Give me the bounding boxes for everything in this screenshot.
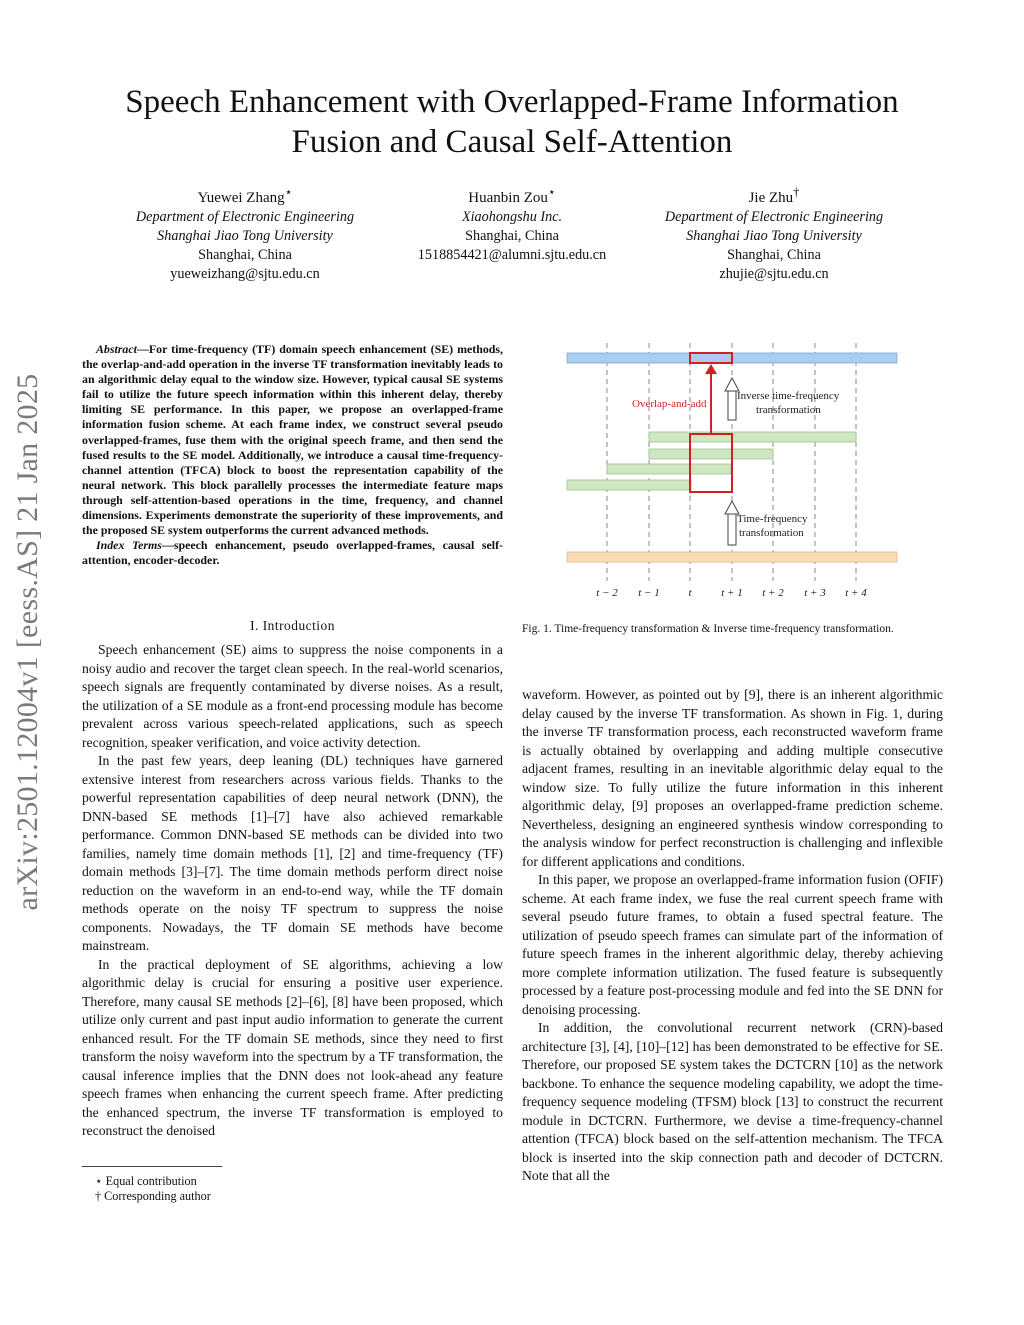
overlap-highlight-box	[690, 434, 732, 492]
overlap-label: Overlap-and-add	[632, 398, 707, 410]
abstract-text: —For time-frequency (TF) domain speech enhancement (SE) methods, the overlap-and-add operation in the inverse TF transformation inevitably leads to an algorithmic delay equal to the window size. However, typical causal SE systems fail to utilize the future speech information within this inherent delay, thereby limiting SE performance. In this paper, we propose an overlapped-frame information fusion scheme. At each frame index, we construct several pseudo overlapped-frames, fuse them with the original speech frame, and then send the fused results to the SE model. Additionally, we introduce a causal time-frequency-channel attention (TFCA) block to boost the representation capability of the neural network. This block parallelly processes the intermediate feature maps through self-attention-based operations in the time, frequency, and channel dimensions. Experiments demonstrate the superiority of these improvements, and the proposed SE system outperforms the current advanced methods.	[82, 342, 503, 538]
author-city: Shanghai, China	[198, 247, 292, 263]
arxiv-identifier: arXiv:2501.12004v1 [eess.AS] 21 Jan 2025	[11, 373, 44, 911]
author-mark: ⋆	[284, 185, 293, 199]
author-org: Shanghai Jiao Tong University	[686, 228, 862, 244]
author-city: Shanghai, China	[727, 247, 821, 263]
time-axis-ticks	[596, 587, 867, 599]
figure-caption: Fig. 1. Time-frequency transformation & Inverse time-frequency transformation.	[522, 623, 894, 635]
frame-bar	[649, 449, 773, 459]
paragraph: In addition, the convolutional recurrent network (CRN)-based architecture [3], [4], [10]–[12] has been demonstrated to be effective for SE. Therefore, our proposed SE system takes the DCTCRN [10] as the network backbone. To enhance the sequence modeling capability, we adopt the time-frequency sequence modeling (TFSM) block [13] to construct the recurrent module in DCTCRN. Furthermore, we devise a time-frequency-channel attention (TFCA) block based on the self-attention mechanism. The TFCA block is inserted into the skip connection path and decoder of DCTCRN. Note that all the	[522, 1020, 943, 1183]
frame-bar	[649, 432, 856, 442]
index-terms-text: —speech enhancement, pseudo overlapped-frames, causal self-attention, encoder-decoder.	[82, 538, 503, 568]
tick-label: t − 2	[596, 587, 618, 599]
itf-label-line1: Inverse time-frequency	[737, 390, 840, 402]
abstract-label: Abstract	[96, 342, 137, 356]
author-email: zhujie@sjtu.edu.cn	[719, 266, 829, 282]
footnotes	[95, 1174, 211, 1204]
tick-label: t + 3	[804, 587, 826, 599]
author-email: 1518854421@alumni.sjtu.edu.cn	[417, 247, 607, 263]
author-mark: ⋆	[547, 185, 556, 199]
paragraph: waveform. However, as pointed out by [9], there is an inherent algorithmic delay caused by the inverse TF transformation. As shown in Fig. 1, during the inverse TF transformation process, each reconstructed waveform frame is actually obtained by overlapping and adding multiple consecutive adjacent frames, resulting in an inevitable algorithmic delay equal to the window size. To fully utilize the future information in this inherent algorithmic delay, [9] proposes an overlapped-frame prediction scheme. Nevertheless, designing an engineered synthesis window corresponding to the analysis window for perfect reconstruction is challenging and inflexible for different applications and conditions.	[522, 687, 943, 869]
paragraph: In the past few years, deep leaning (DL) techniques have garnered extensive interest from researchers across various fields. Thanks to the powerful representation capabilities of deep neural network (DNN), the DNN-based SE methods [1]–[7] have also achieved remarkable performance. Common DNN-based SE methods can be divided into two families, namely time domain methods [1], [2] and time-frequency (TF) domain methods [3]–[7]. The time domain methods perform direct noise reduction on the waveform in an end-to-end way, while the TF domain methods operate on the noisy TF spectrum to suppress the noise components. Nowadays, the TF domain SE methods have become mainstream.	[82, 753, 503, 953]
figure-1	[560, 338, 905, 608]
author-dept: Department of Electronic Engineering	[135, 209, 355, 225]
left-column-text	[82, 641, 503, 1141]
author-name: Jie Zhu	[748, 190, 794, 206]
footnote: † Corresponding author	[95, 1189, 211, 1203]
tick-label: t	[688, 587, 692, 599]
paper-title	[80, 82, 944, 162]
tf-arrow	[728, 514, 736, 545]
section-heading: I. Introduction	[250, 618, 335, 633]
title-line-1: Speech Enhancement with Overlapped-Frame Information	[125, 84, 899, 120]
author-org: Shanghai, China	[465, 228, 559, 244]
author-dept: Department of Electronic Engineering	[664, 209, 884, 225]
author-block-1	[95, 183, 395, 284]
tick-label: t + 1	[721, 587, 743, 599]
author-block-2	[362, 183, 662, 265]
tf-label-line1: Time-frequency	[737, 513, 808, 525]
footnote-rule	[82, 1166, 222, 1167]
right-column-text	[522, 686, 943, 1186]
itf-arrow	[728, 391, 736, 420]
frame-bar	[607, 464, 731, 474]
footnote: ⋆ Equal contribution	[95, 1174, 197, 1188]
author-block-3	[624, 183, 924, 284]
itf-label-line2: transformation	[756, 404, 821, 416]
author-org: Shanghai Jiao Tong University	[157, 228, 333, 244]
paragraph: In the practical deployment of SE algorithms, achieving a low algorithmic delay is crucial for ensuring a positive user experience. Therefore, many causal SE methods [2]–[6], [8] have been proposed, which utilize only current and past input audio information to generate the current enhanced result. For the TF domain SE methods, since they need to first transform the noisy waveform into the spectrum by a TF transformation, the causal inference implies that the DNN does not look-ahead any feature speech frames when enhancing the current speech frame. After predicting the enhanced spectrum, the inverse TF transformation is employed to reconstruct the denoised	[82, 956, 503, 1138]
author-mark: †	[793, 185, 800, 199]
paragraph: In this paper, we propose an overlapped-frame information fusion (OFIF) scheme. At each frame index, we fuse the real current speech frame with several pseudo future frames, to obtain a fused spectral feature. The utilization of pseudo speech frames can simulate part of the information of future speech frames in the inherent algorithmic delay, thereby achieving more complete information utilization. The fused feature is subsequently processed by a feature post-processing module and fed into the SE DNN for denoising processing.	[522, 872, 943, 1017]
tick-label: t + 2	[762, 587, 784, 599]
tick-label: t − 1	[638, 587, 660, 599]
waveform-input-bar	[567, 552, 897, 562]
author-name: Yuewei Zhang	[197, 190, 285, 206]
tick-label: t + 4	[845, 587, 867, 599]
abstract	[82, 342, 503, 568]
title-line-2: Fusion and Causal Self-Attention	[291, 124, 733, 160]
overlap-arrowhead	[705, 364, 717, 374]
frame-bar	[567, 480, 691, 490]
tf-label-line2: transformation	[739, 527, 804, 539]
index-terms-label: Index Terms	[96, 538, 162, 553]
author-dept: Xiaohongshu Inc.	[461, 209, 563, 225]
author-email: yueweizhang@sjtu.edu.cn	[170, 266, 320, 282]
author-name: Huanbin Zou	[468, 190, 548, 206]
paragraph: Speech enhancement (SE) aims to suppress the noise components in a noisy audio and recover the target clean speech. In the real-world scenarios, speech signals are frequently contaminated by diverse noises. As a result, the utilization of a SE module as a front-end processing module has become prevalent across various speech-related applications, such as speech recognition, speaker verification, and voice activity detection.	[82, 642, 503, 750]
